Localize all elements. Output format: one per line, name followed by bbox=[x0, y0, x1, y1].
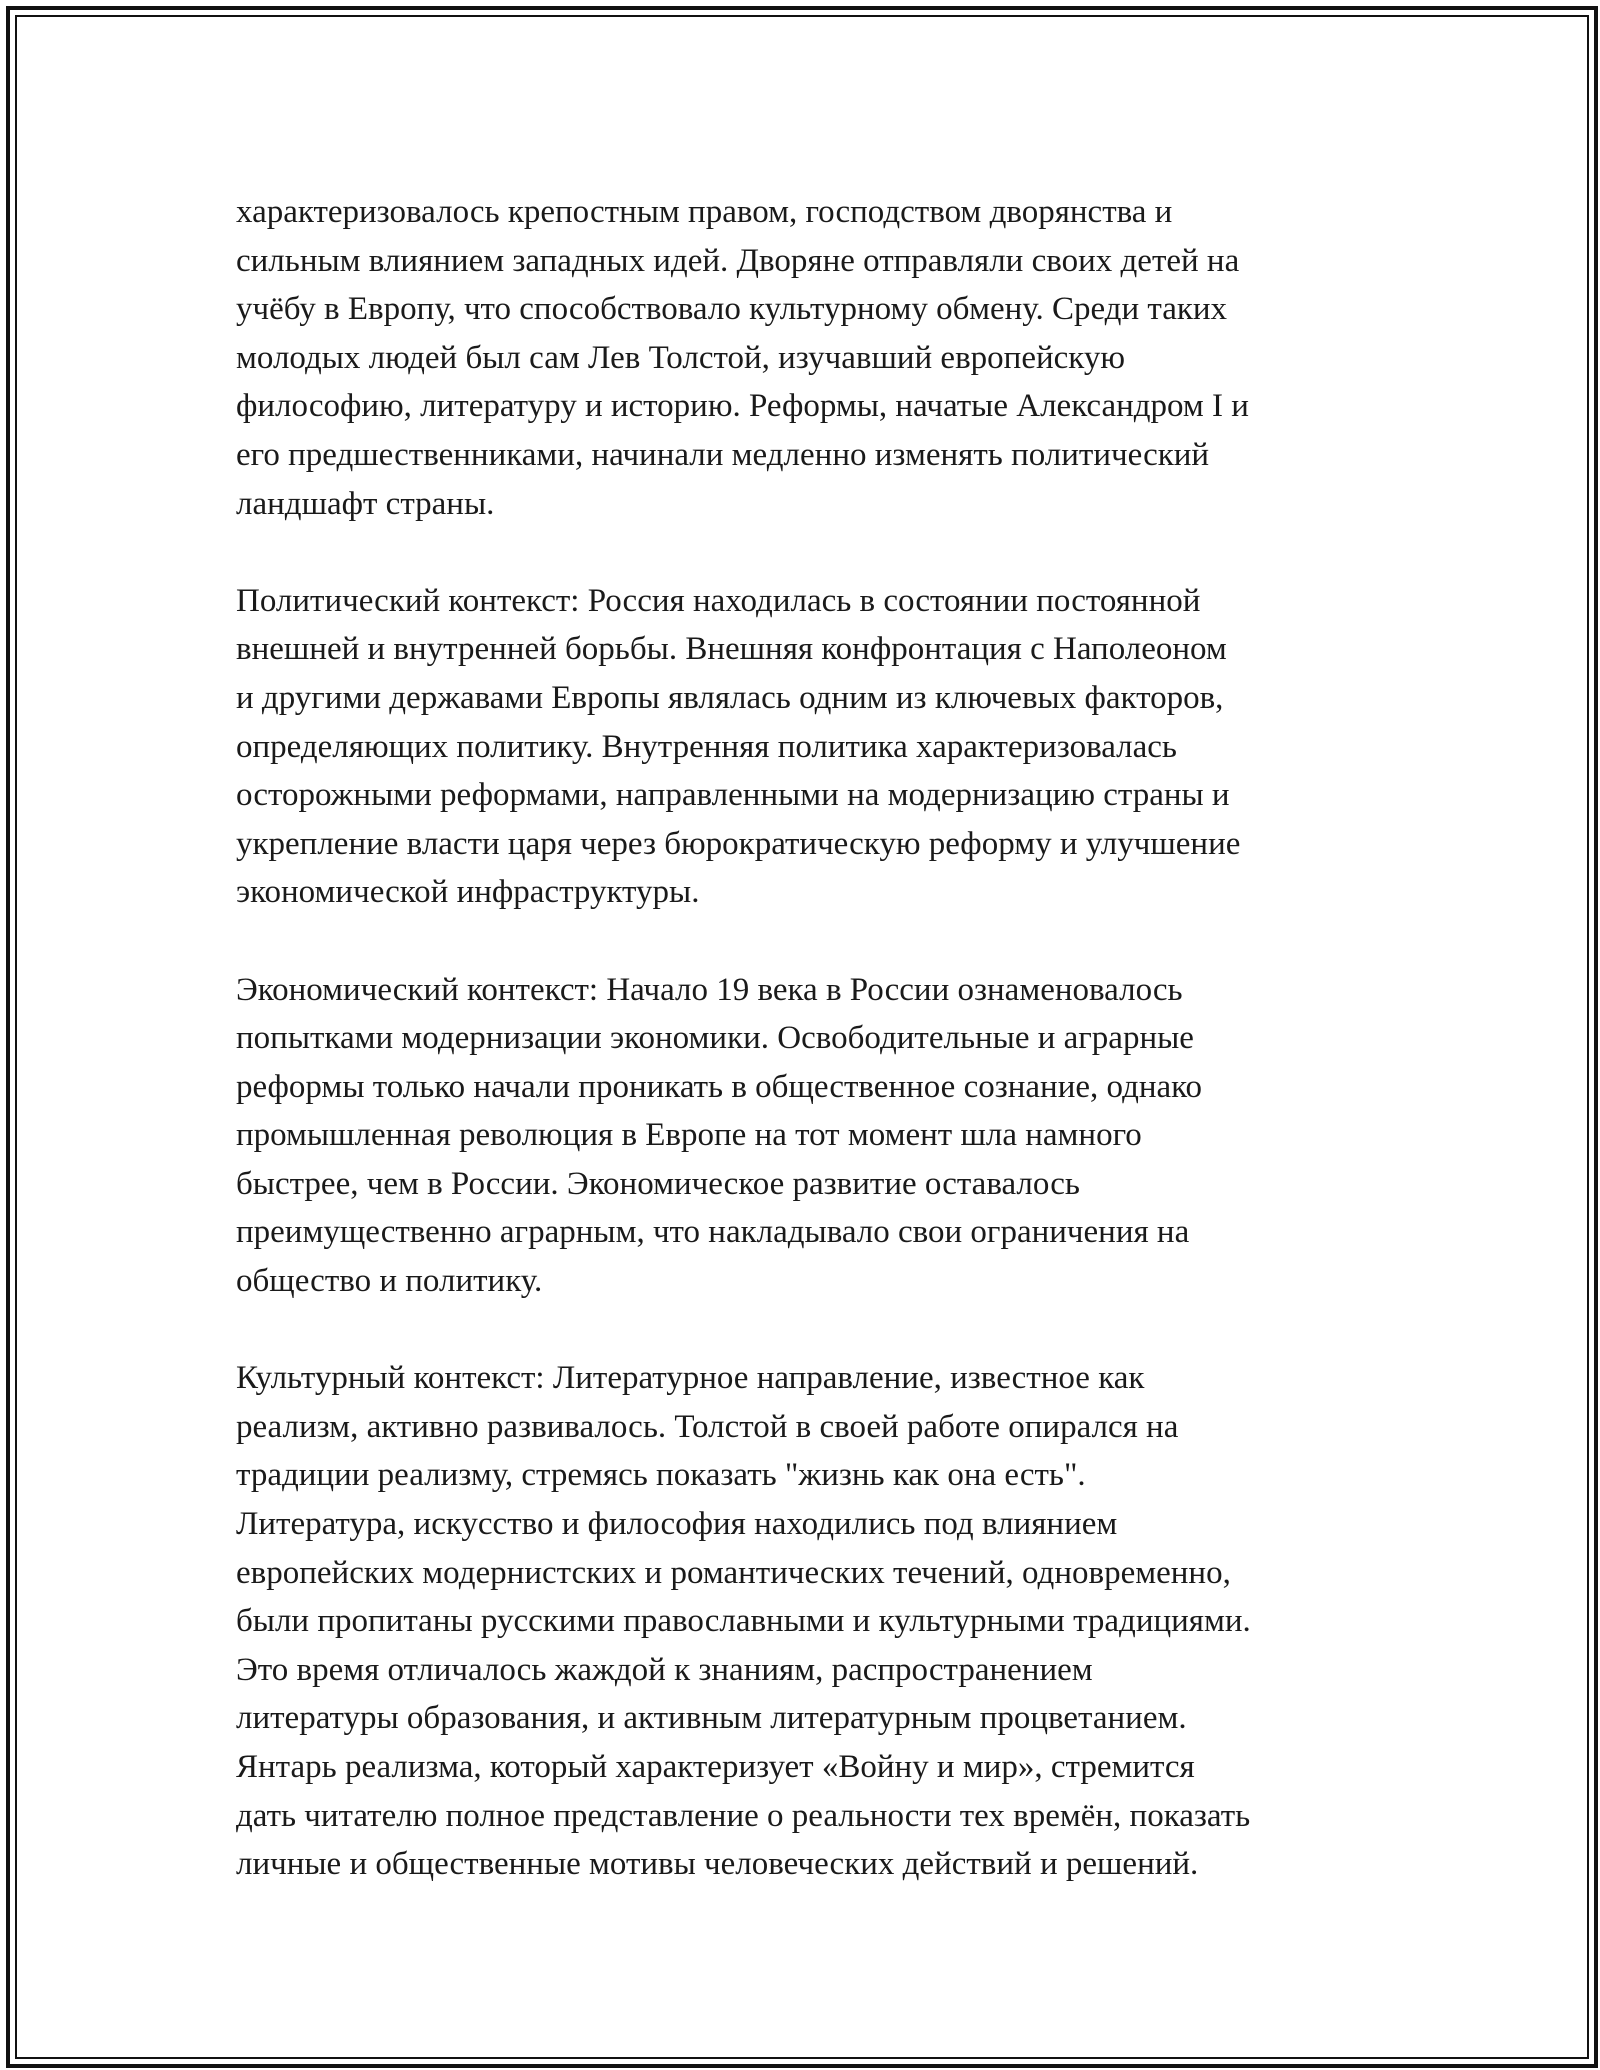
text-line: характеризовалось крепостным правом, господством дворянства и bbox=[236, 194, 1173, 230]
text-line: философию, литературу и историю. Реформы, начатые Александром I и bbox=[236, 388, 1249, 425]
document-body bbox=[236, 188, 1396, 1937]
text-line: укрепление власти царя через бюрократическую реформу и улучшение bbox=[236, 825, 1241, 862]
text-line: ландшафт страны. bbox=[236, 485, 495, 522]
text-line: личные и общественные мотивы человеческих действий и решений. bbox=[236, 1846, 1199, 1883]
text-line: его предшественниками, начинали медленно изменять политический bbox=[236, 436, 1210, 473]
text-line: преимущественно аграрным, что накладывало свои ограничения на bbox=[236, 1214, 1190, 1251]
text-line: были пропитаны русскими православными и культурными традициями. bbox=[236, 1603, 1251, 1640]
paragraph-intro bbox=[236, 188, 1396, 528]
text-line: традиции реализму, стремясь показать "жизнь как она есть". bbox=[236, 1457, 1086, 1494]
text-line: осторожными реформами, направленными на модернизацию страны и bbox=[236, 777, 1230, 814]
text-line: Литература, искусство и философия находились под влиянием bbox=[236, 1506, 1118, 1543]
text-line: сильным влиянием западных идей. Дворяне отправляли своих детей на bbox=[236, 242, 1240, 279]
text-line: экономической инфраструктуры. bbox=[236, 874, 700, 911]
text-line: попытками модернизации экономики. Освободительные и аграрные bbox=[236, 1020, 1194, 1057]
text-line: европейских модернистских и романтических течений, одновременно, bbox=[236, 1554, 1231, 1591]
text-line: литературы образования, и активным литературным процветанием. bbox=[236, 1700, 1187, 1737]
text-line: быстрее, чем в России. Экономическое развитие оставалось bbox=[236, 1165, 1080, 1202]
text-line: Политический контекст: Россия находилась в состоянии постоянной bbox=[236, 582, 1201, 619]
paragraph-political-context bbox=[236, 577, 1396, 917]
text-line: внешней и внутренней борьбы. Внешняя конфронтация с Наполеоном bbox=[236, 631, 1227, 668]
text-line: Экономический контекст: Начало 19 века в России ознаменовалось bbox=[236, 971, 1183, 1008]
text-line: Культурный контекст: Литературное направление, известное как bbox=[236, 1360, 1145, 1397]
text-line: дать читателю полное представление о реальности тех времён, показать bbox=[236, 1797, 1251, 1834]
text-line: Это время отличалось жаждой к знаниям, распространением bbox=[236, 1651, 1093, 1688]
text-line: учёбу в Европу, что способствовало культурному обмену. Среди таких bbox=[236, 291, 1228, 328]
paragraph-cultural-context bbox=[236, 1354, 1396, 1889]
text-line: определяющих политику. Внутренняя политика характеризовалась bbox=[236, 728, 1177, 765]
text-line: и другими державами Европы являлась одним из ключевых факторов, bbox=[236, 679, 1224, 716]
text-line: молодых людей был сам Лев Толстой, изучавший европейскую bbox=[236, 339, 1125, 376]
paragraph-economic-context bbox=[236, 966, 1396, 1306]
text-line: реформы только начали проникать в общественное сознание, однако bbox=[236, 1068, 1203, 1105]
text-line: реализм, активно развивалось. Толстой в своей работе опирался на bbox=[236, 1408, 1179, 1445]
text-line: общество и политику. bbox=[236, 1263, 543, 1300]
text-line: промышленная революция в Европе на тот момент шла намного bbox=[236, 1117, 1142, 1154]
text-line: Янтарь реализма, который характеризует «Войну и мир», стремится bbox=[236, 1749, 1195, 1785]
